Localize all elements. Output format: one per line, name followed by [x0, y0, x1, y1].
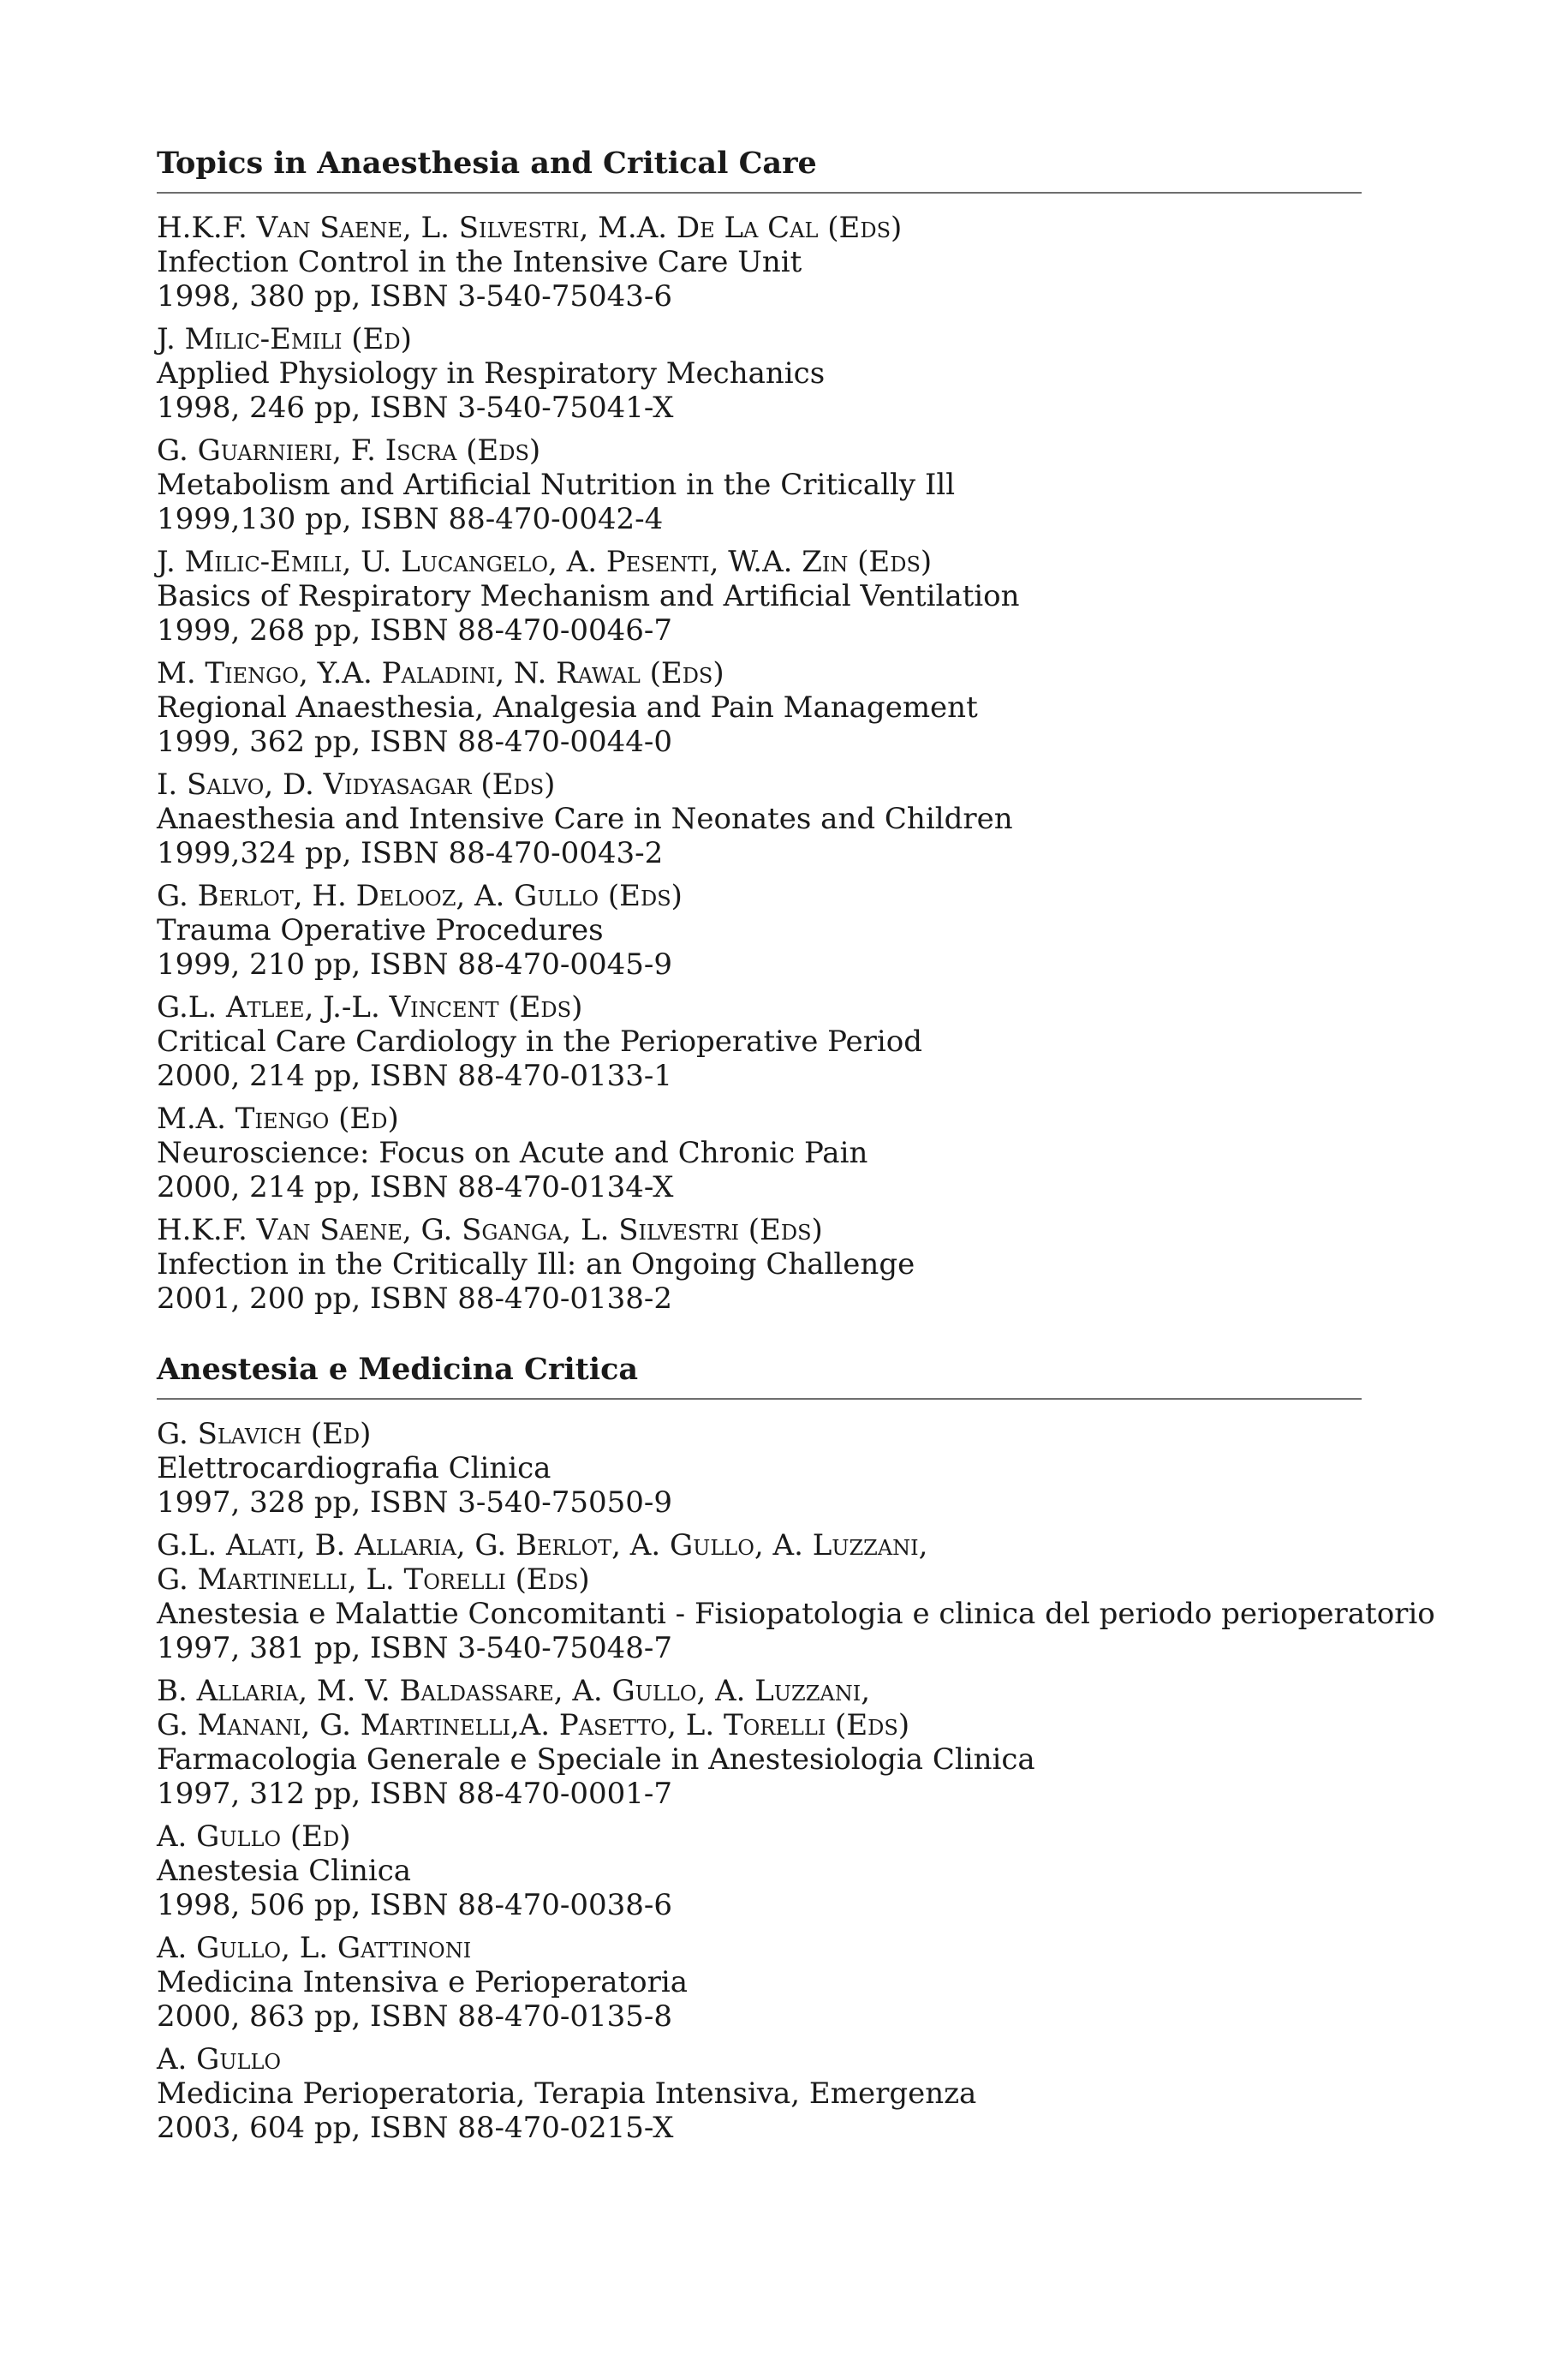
book-entry — [157, 879, 1362, 982]
book-title: Infection Control in the Intensive Care Unit — [157, 245, 802, 279]
book-authors: A. Gullo (Ed) — [157, 1819, 351, 1854]
book-entry — [157, 433, 1362, 536]
book-entry — [157, 545, 1362, 648]
book-publication-info: 2001, 200 pp, ISBN 88-470-0138-2 — [157, 1282, 673, 1316]
book-authors: G. Martinelli, L. Torelli (Eds) — [157, 1562, 590, 1597]
book-publication-info: 2000, 214 pp, ISBN 88-470-0133-1 — [157, 1059, 673, 1093]
book-publication-info: 1999,324 pp, ISBN 88-470-0043-2 — [157, 836, 664, 870]
series-title: Anestesia e Medicina Critica — [157, 1350, 1362, 1400]
book-authors: B. Allaria, M. V. Baldassare, A. Gullo, A. Luzzani, — [157, 1674, 871, 1708]
book-title: Critical Care Cardiology in the Perioperative Period — [157, 1025, 922, 1059]
book-title: Basics of Respiratory Mechanism and Artificial Ventilation — [157, 579, 1020, 613]
book-title: Anestesia e Malattie Concomitanti - Fisiopatologia e clinica del periodo perioperatorio — [157, 1597, 1435, 1631]
book-publication-info: 1999, 362 pp, ISBN 88-470-0044-0 — [157, 725, 673, 759]
book-entry — [157, 211, 1362, 314]
book-authors: M.A. Tiengo (Ed) — [157, 1102, 399, 1136]
book-list-page — [157, 144, 1435, 2154]
book-entry — [157, 1528, 1435, 1665]
book-publication-info: 1998, 246 pp, ISBN 3-540-75041-X — [157, 391, 674, 425]
book-entry — [157, 1213, 1362, 1316]
series-section — [157, 144, 1362, 1316]
book-authors: J. Milic-Emili (Ed) — [157, 322, 412, 356]
book-publication-info: 1999, 268 pp, ISBN 88-470-0046-7 — [157, 613, 673, 648]
book-entry — [157, 1102, 1362, 1204]
book-title: Anaesthesia and Intensive Care in Neonates and Children — [157, 802, 1013, 836]
book-title: Infection in the Critically Ill: an Ongoing Challenge — [157, 1247, 915, 1282]
book-publication-info: 1998, 506 pp, ISBN 88-470-0038-6 — [157, 1888, 673, 1922]
book-publication-info: 2000, 214 pp, ISBN 88-470-0134-X — [157, 1170, 674, 1204]
book-title: Metabolism and Artificial Nutrition in the Critically Ill — [157, 468, 956, 502]
book-title: Applied Physiology in Respiratory Mechanics — [157, 356, 826, 391]
book-publication-info: 1998, 380 pp, ISBN 3-540-75043-6 — [157, 279, 673, 314]
book-publication-info: 1997, 328 pp, ISBN 3-540-75050-9 — [157, 1485, 673, 1520]
book-publication-info: 2003, 604 pp, ISBN 88-470-0215-X — [157, 2111, 674, 2145]
book-entry — [157, 1674, 1362, 1811]
book-authors: G. Guarnieri, F. Iscra (Eds) — [157, 433, 541, 468]
book-entry — [157, 1417, 1362, 1520]
book-list — [157, 1417, 1435, 2145]
book-title: Medicina Intensiva e Perioperatoria — [157, 1965, 689, 1999]
book-entry — [157, 322, 1362, 425]
book-authors: J. Milic-Emili, U. Lucangelo, A. Pesenti, W.A. Zin (Eds) — [157, 545, 933, 579]
book-authors: I. Salvo, D. Vidyasagar (Eds) — [157, 768, 556, 802]
book-publication-info: 2000, 863 pp, ISBN 88-470-0135-8 — [157, 1999, 673, 2034]
book-authors: H.K.F. Van Saene, L. Silvestri, M.A. De La Cal (Eds) — [157, 211, 903, 245]
book-authors: A. Gullo — [157, 2042, 282, 2076]
book-title: Elettrocardiografia Clinica — [157, 1451, 551, 1485]
book-title: Trauma Operative Procedures — [157, 913, 604, 947]
book-publication-info: 1999, 210 pp, ISBN 88-470-0045-9 — [157, 947, 673, 982]
series-title: Topics in Anaesthesia and Critical Care — [157, 144, 1362, 194]
book-authors: H.K.F. Van Saene, G. Sganga, L. Silvestri (Eds) — [157, 1213, 823, 1247]
book-title: Regional Anaesthesia, Analgesia and Pain Management — [157, 690, 978, 725]
book-publication-info: 1999,130 pp, ISBN 88-470-0042-4 — [157, 502, 664, 536]
book-entry — [157, 656, 1362, 759]
book-authors: M. Tiengo, Y.A. Paladini, N. Rawal (Eds) — [157, 656, 724, 690]
book-list — [157, 211, 1362, 1316]
book-entry — [157, 1819, 1362, 1922]
book-entry — [157, 768, 1362, 870]
book-title: Medicina Perioperatoria, Terapia Intensiva, Emergenza — [157, 2076, 977, 2111]
book-publication-info: 1997, 381 pp, ISBN 3-540-75048-7 — [157, 1631, 673, 1665]
book-title: Farmacologia Generale e Speciale in Anestesiologia Clinica — [157, 1742, 1035, 1777]
book-authors: G.L. Alati, B. Allaria, G. Berlot, A. Gullo, A. Luzzani, — [157, 1528, 928, 1562]
book-entry — [157, 2042, 1362, 2145]
book-authors: A. Gullo, L. Gattinoni — [157, 1931, 472, 1965]
book-title: Anestesia Clinica — [157, 1854, 412, 1888]
book-publication-info: 1997, 312 pp, ISBN 88-470-0001-7 — [157, 1777, 673, 1811]
book-entry — [157, 1931, 1362, 2034]
book-authors: G.L. Atlee, J.-L. Vincent (Eds) — [157, 990, 583, 1025]
book-authors: G. Berlot, H. Delooz, A. Gullo (Eds) — [157, 879, 683, 913]
series-section — [157, 1350, 1435, 2145]
book-authors: G. Slavich (Ed) — [157, 1417, 372, 1451]
book-authors: G. Manani, G. Martinelli,A. Pasetto, L. Torelli (Eds) — [157, 1708, 910, 1742]
book-title: Neuroscience: Focus on Acute and Chronic Pain — [157, 1136, 868, 1170]
book-entry — [157, 990, 1362, 1093]
